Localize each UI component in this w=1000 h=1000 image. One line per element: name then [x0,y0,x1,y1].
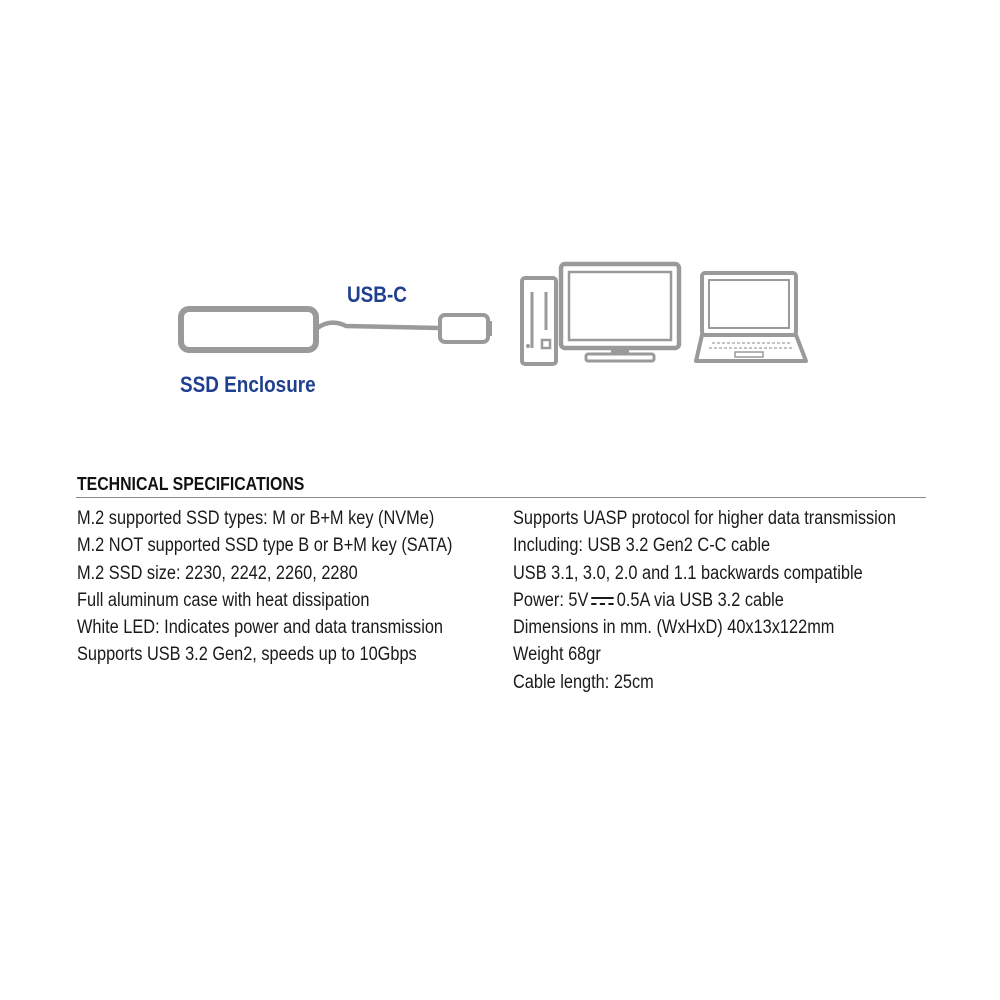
spec-item: Supports UASP protocol for higher data transmission [513,508,896,529]
spec-item: White LED: Indicates power and data transmission [77,617,444,639]
spec-item: Weight 68gr [513,644,601,666]
desktop-tower-icon [522,278,556,364]
monitor-icon [561,264,679,361]
spec-item: Cable length: 25cm [513,671,654,693]
power-prefix: Power: 5V [513,589,589,611]
spec-item: Full aluminum case with heat dissipation [77,589,370,611]
usb-c-plug-icon [440,315,492,342]
specs-divider [76,497,926,498]
specs-right-column [513,505,958,696]
specs-title: TECHNICAL SPECIFICATIONS [77,474,305,494]
spec-item: M.2 NOT supported SSD type B or B+M key (SATA) [77,535,453,557]
usb-cable-icon [316,323,440,329]
connection-illustration [0,0,1000,420]
spec-item-power [513,587,896,614]
spec-item: Dimensions in mm. (WxHxD) 40x13x122mm [513,617,835,639]
specs-left-column [77,505,514,669]
dc-power-icon [591,595,613,607]
laptop-icon [696,273,806,361]
spec-item: Supports USB 3.2 Gen2, speeds up to 10Gbps [77,644,417,666]
power-suffix: 0.5A via USB 3.2 cable [616,589,784,611]
spec-item: USB 3.1, 3.0, 2.0 and 1.1 backwards compatible [513,562,863,584]
spec-item: M.2 supported SSD types: M or B+M key (NVMe) [77,508,435,529]
ssd-enclosure-icon [181,309,316,350]
ssd-enclosure-label: SSD Enclosure [180,372,316,397]
spec-item: M.2 SSD size: 2230, 2242, 2260, 2280 [77,562,358,584]
spec-item: Including: USB 3.2 Gen2 C-C cable [513,535,771,557]
connection-diagram [0,0,1000,420]
usb-c-label: USB-C [347,282,407,307]
